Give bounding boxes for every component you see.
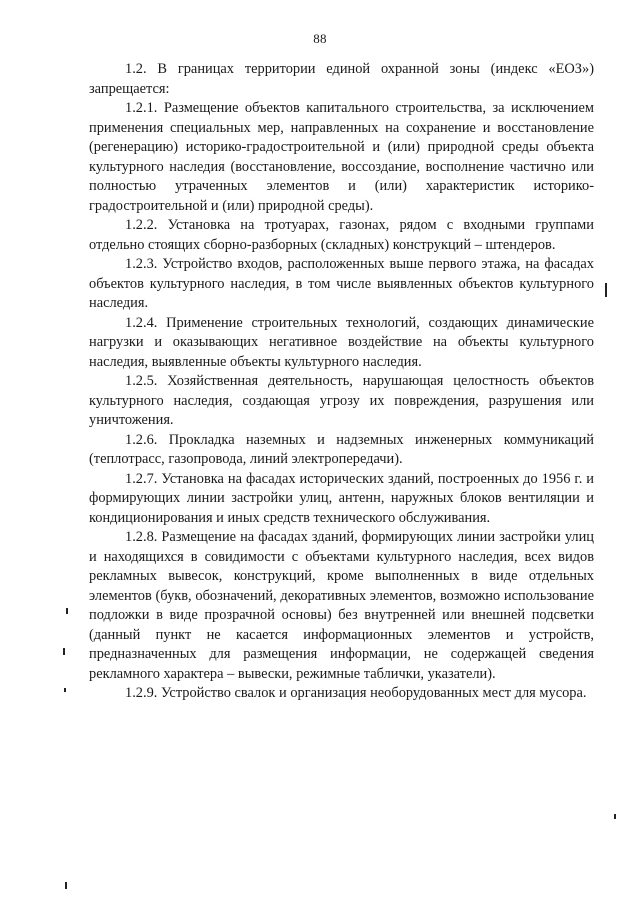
paragraph-1-2-8: 1.2.8. Размещение на фасадах зданий, формирующих линии застройки улиц и находящихся в совидимости с объектами культурного наследия, всех видов рекламных вывесок, конструкций, кроме выполненных в виде отдельных элементов (букв, обозначений, декоративных элементов, возможно использование подложки в виде прозрачной основы) без внутренней или внешней подсветки (данный пункт не касается информационных элементов и устройств, предназначенных для размещения информации, не содержащей сведения рекламного характера – вывески, режимные таблички, указатели). bbox=[89, 529, 594, 682]
paragraph-1-2-9: 1.2.9. Устройство свалок и организация необорудованных мест для мусора. bbox=[125, 685, 587, 701]
document-body bbox=[89, 60, 594, 704]
scan-mark bbox=[63, 648, 65, 655]
paragraph-1-2-6: 1.2.6. Прокладка наземных и надземных инженерных коммуникаций (теплотрасс, газопровода, линий электропередачи). bbox=[89, 431, 594, 467]
scan-mark bbox=[614, 814, 616, 819]
paragraph-1-2-2: 1.2.2. Установка на тротуарах, газонах, рядом с входными группами отдельно стоящих сборно-разборных (складных) конструкций – штендеров. bbox=[89, 217, 594, 253]
paragraph-1-2: 1.2. В границах территории единой охранной зоны (индекс «ЕОЗ») запрещается: bbox=[89, 61, 594, 97]
paragraph-1-2-7: 1.2.7. Установка на фасадах исторических зданий, построенных до 1956 г. и формирующих линии застройки улиц, антенн, наружных блоков вентиляции и кондиционирования и иных средств технического обслуживания. bbox=[89, 470, 594, 526]
scan-mark bbox=[605, 283, 607, 297]
scan-mark bbox=[65, 882, 67, 889]
scan-mark bbox=[66, 608, 68, 614]
paragraph-1-2-4: 1.2.4. Применение строительных технологий, создающих динамические нагрузки и оказывающих негативное воздействие на объекты культурного наследия, выявленные объекты культурного наследия. bbox=[89, 314, 594, 370]
paragraph-1-2-1: 1.2.1. Размещение объектов капитального строительства, за исключением применения специальных мер, направленных на сохранение и восстановление (регенерацию) историко-градостроительной и (или) природной среды объекта культурного наследия (восстановление, воссоздание, восполнение частично или полностью утраченных элементов и (или) характеристик историко-градостроительной и (или) природной среды). bbox=[89, 100, 594, 214]
paragraph-1-2-3: 1.2.3. Устройство входов, расположенных выше первого этажа, на фасадах объектов культурного наследия, в том числе выявленных объектов культурного наследия. bbox=[89, 256, 594, 311]
scan-mark bbox=[64, 688, 66, 692]
page-number: 88 bbox=[313, 31, 327, 46]
paragraph-1-2-5: 1.2.5. Хозяйственная деятельность, нарушающая целостность объектов культурного наследия, создающая угрозу их повреждения, разрушения или уничтожения. bbox=[89, 373, 594, 428]
